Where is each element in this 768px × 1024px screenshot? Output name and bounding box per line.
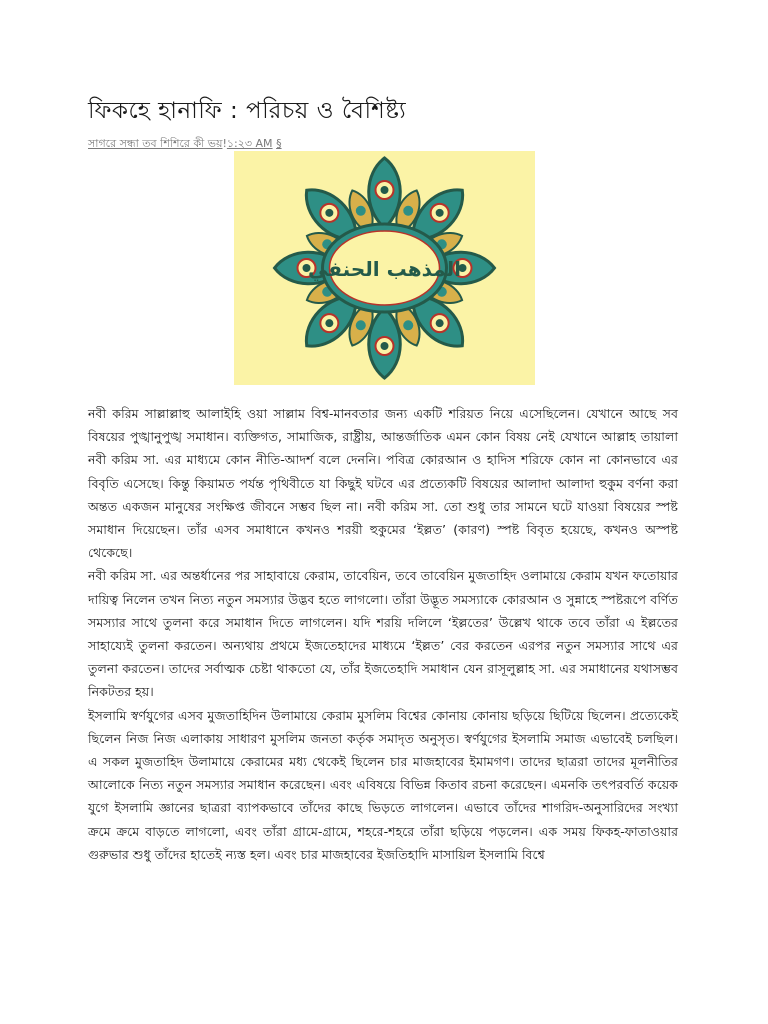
- calligraphy-text: المذهب الحنفي: [308, 257, 461, 281]
- page-title: ফিকহে হানাফি : পরিচয় ও বৈশিষ্ট্য: [88, 98, 407, 124]
- post-time-link[interactable]: ১:২৩ AM: [226, 137, 273, 150]
- article-paragraph: নবী করিম সা. এর অন্তর্ধানের পর সাহাবায়ে কেরাম, তাবেয়িন, তবে তাবেয়িন মুজতাহিদ ওলামায়ে কেরাম যখন ফতোয়ার দায়িত্ব নিলেন তখন নিত্য নতুন সমস্যার উদ্ভব হতে লাগলো। তাঁরা উদ্ভূত সমস্যাকে কোরআন ও সুন্নাহে স্পষ্টরূপে বর্ণিত সমস্যার সাথে তুলনা করে সমাধান দিতে লাগলেন। যদি শরয়ি দলিলে ‘ইল্লতের’ উল্লেখ থাকে তবে তাঁরা এ ইল্লতের সাহায্যেই তুলনা করতেন। অন্যথায় প্রথমে ইজতেহাদের মাধ্যমে ‘ইল্লত’ বের করতেন এরপর নতুন সমস্যার সাথে এর তুলনা করতেন। তাদের সর্বাত্মক চেষ্টা থাকতো যে, তাঁর ইজতেহাদি সমাধান যেন রাসূলুল্লাহ সা. এর সমাধানের যথাসম্ভব নিকটতর হয়।: [88, 568, 679, 700]
- section-link[interactable]: §: [276, 137, 282, 150]
- article-paragraph: নবী করিম সাল্লাল্লাহু আলাইহি ওয়া সাল্লাম বিশ্ব-মানবতার জন্য একটি শরিয়ত নিয়ে এসেছিলেন। যেখানে আছে সব বিষয়ের পুঙ্খানুপুঙ্খ সমাধান। ব্যক্তিগত, সামাজিক, রাষ্ট্রীয়, আন্তর্জাতিক এমন কোন বিষয় নেই যেখানে আল্লাহ তায়ালা নবী করিম সা. এর মাধ্যমে কোন নীতি-আদর্শ বলে দেননি। পবিত্র কোরআন ও হাদিস শরিফে কোন না কোনভাবে এর বিবৃতি এসেছে। কিন্তু কিয়ামত পর্যন্ত পৃথিবীতে যা কিছুই ঘটবে এর প্রত্যেকটি বিষয়ের আলাদা আলাদা হুকুম বর্ণনা করা অন্তত একজন মানুষের সংক্ষিপ্ত জীবনে সম্ভব ছিল না। নবী করিম সা. তো শুধু তার সামনে ঘটে যাওয়া বিষয়ের স্পষ্ট সমাধান দিয়েছেন। তাঁর এসব সমাধানে কখনও শরয়ী হুকুমের ‘ইল্লত’ (কারণ) স্পষ্ট বিবৃত হয়েছে, কখনও অস্পষ্ট থেকেছে।: [88, 406, 678, 561]
- article-image: [234, 151, 535, 385]
- meta-separator: !: [222, 137, 227, 150]
- article-paragraph: ইসলামি স্বর্ণযুগের এসব মুজতাহিদিন উলামায়ে কেরাম মুসলিম বিশ্বের কোনায় কোনায় ছড়িয়ে ছিটিয়ে ছিলেন। প্রত্যেকেই ছিলেন নিজ নিজ এলাকায় সাধারণ মুসলিম জনতা কর্তৃক সমাদৃত অনুসৃত। স্বর্ণযুগের ইসলামি সমাজ এভাবেই চলছিল। এ সকল মুজতাহিদ উলামায়ে কেরামের মধ্য থেকেই ছিলেন চার মাজহাবের ইমামগণ। তাদের ছাত্ররা তাদের মূলনীতির আলোকে নিত্য নতুন সমস্যার সমাধান করেছেন। এবং এবিষয়ে বিভিন্ন কিতাব রচনা করেছেন। এমনকি তৎপরবর্তি কয়েক যুগে ইসলামি জ্ঞানের ছাত্ররা ব্যাপকভাবে তাঁদের কাছে ভিড়তে লাগলেন। এভাবে তাঁদের শাগরিদ-অনুসারিদের সংখ্যা ক্রমে ক্রমে বাড়তে লাগলো, এবং তাঁরা গ্রামে-গ্রামে, শহরে-শহরে তাঁরা ছড়িয়ে পড়লেন। এক সময় ফিকহ-ফাতাওয়ার গুরুভার শুধু তাঁদের হাতেই ন্যস্ত হল। এবং চার মাজহাবের ইজতিহাদি মাসায়িল ইসলামি বিশ্বে: [88, 707, 678, 862]
- article-body: [88, 402, 678, 866]
- author-link[interactable]: সাগরে সন্ধা তব শিশিরে কী ভয়: [88, 137, 223, 150]
- hanafi-ornament-image: [234, 151, 535, 385]
